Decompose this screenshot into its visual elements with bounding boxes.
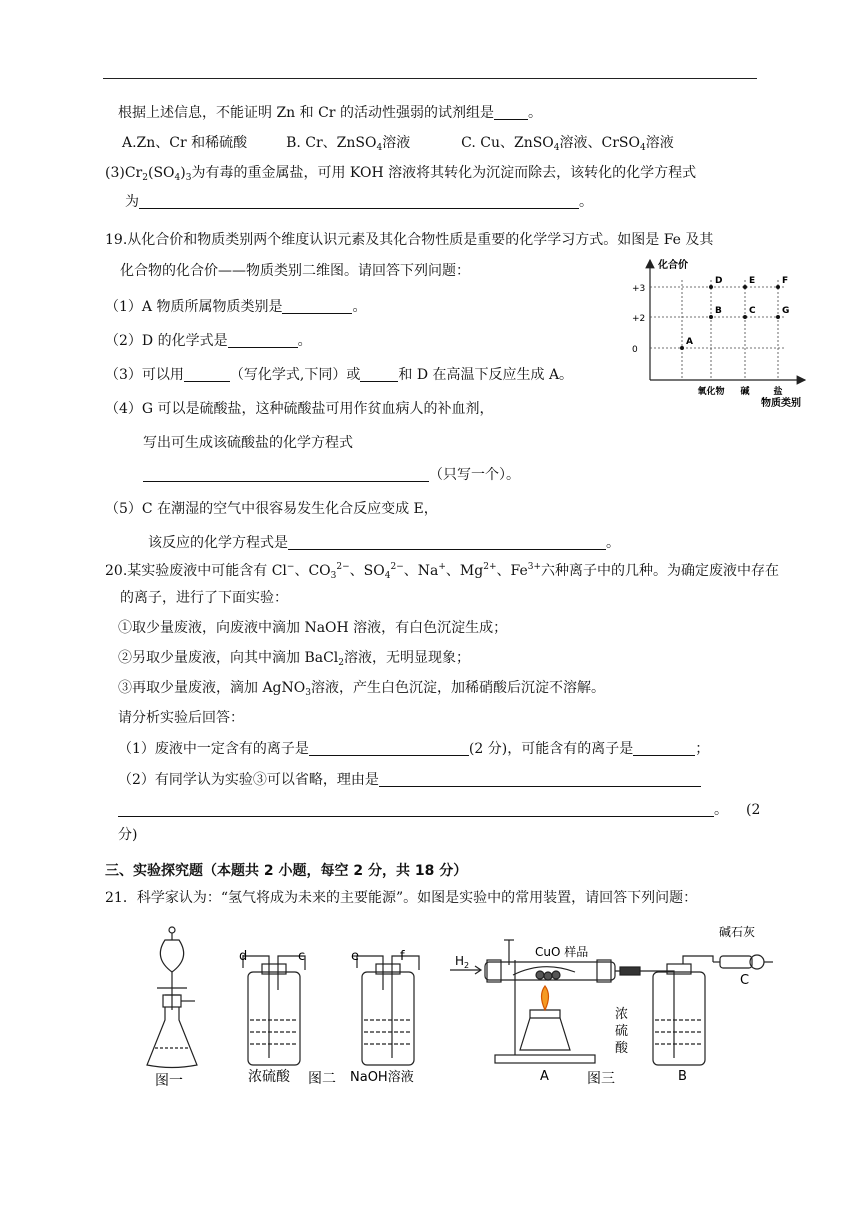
q19-sub-4: （4）G 可以是硫酸盐，这种硫酸盐可用作贫血病人的补血剂， xyxy=(105,401,494,417)
point-G xyxy=(776,315,780,319)
q19-sub-1: （1）A 物质所属物质类别是 。 xyxy=(105,299,367,315)
q20-intro-1: 20.某实验废液中可能含有 Cl−、$CO_3^{2-}$、$SO_4^{2-}$、Na+、$Mg^{2+}$、$Fe^{3+}$六种离子中的几种。为确定废液中存在 xyxy=(105,562,780,581)
cuo-label: CuO 样品 xyxy=(535,945,589,959)
fig2-caption: 图二 xyxy=(308,1071,336,1087)
naoh-label: NaOH溶液 xyxy=(350,1070,414,1085)
answer-blank[interactable] xyxy=(360,367,398,382)
q20-exp-1: ①取少量废液，向废液中滴加 NaOH 溶液，有白色沉淀生成； xyxy=(118,620,508,636)
x-axis-label: 物质类别 xyxy=(761,398,801,409)
point-E xyxy=(743,285,747,289)
apparatus-figure xyxy=(135,920,775,1095)
q19-sub-5-answer: 该反应的化学方程式是 。 xyxy=(148,535,620,551)
label-f: f xyxy=(400,949,405,964)
label-c: c xyxy=(298,949,306,964)
q18-part3-answer-line: 为 。 xyxy=(125,194,593,210)
point-label-F: F xyxy=(782,276,789,286)
q20-answer-2: （2）有同学认为实验③可以省略，理由是 xyxy=(118,771,701,789)
point-D xyxy=(709,285,713,289)
option-b: B. Cr、ZnSO$_4$溶液 xyxy=(286,135,411,153)
q20-exp-2: ②另取少量废液，向其中滴加 BaCl$_2$溶液，无明显现象； xyxy=(118,650,471,668)
answer-blank[interactable] xyxy=(309,741,469,756)
x-tick-label: 氧化物 xyxy=(697,387,725,397)
y-axis-label: 化合价 xyxy=(658,260,688,271)
fig3-caption: 图三 xyxy=(587,1071,615,1087)
answer-blank[interactable] xyxy=(633,741,695,756)
y-tick-label: 0 xyxy=(632,345,638,355)
fig1-funnel-flask xyxy=(147,927,197,1068)
q18-question-line: 根据上述信息，不能证明 Zn 和 Cr 的活动性强弱的试剂组是 。 xyxy=(118,105,542,121)
fig1-caption: 图一 xyxy=(155,1073,183,1089)
label-A: A xyxy=(540,1069,549,1084)
point-A xyxy=(680,346,684,350)
x-tick-label: 盐 xyxy=(773,387,783,397)
point-F xyxy=(776,285,780,289)
q19-sub-4-answer: （只写一个）。 xyxy=(143,466,520,484)
option-c: C. Cu、ZnSO$_4$溶液、CrSO$_4$溶液 xyxy=(461,135,674,153)
y-tick-label: +2 xyxy=(632,314,646,324)
q19-intro-2: 化合物的化合价——物质类别二维图。请回答下列问题： xyxy=(120,263,470,279)
fig3-reduction-apparatus xyxy=(450,940,773,1065)
q20-score-tail: 分) xyxy=(118,827,138,843)
top-rule xyxy=(103,78,757,79)
answer-blank[interactable] xyxy=(143,467,429,482)
conc-v1: 浓 xyxy=(615,1007,629,1022)
answer-blank[interactable] xyxy=(494,105,528,120)
q18-part3: $(3)Cr_2(SO_4)_3$为有毒的重金属盐，可用 KOH 溶液将其转化为沉淀而除去，该转化的化学方程式 xyxy=(105,165,697,183)
point-label-G: G xyxy=(782,306,790,316)
point-label-C: C xyxy=(749,306,756,316)
answer-blank[interactable] xyxy=(379,772,701,787)
x-tick-label: 碱 xyxy=(740,387,750,397)
valence-category-chart xyxy=(625,255,815,415)
answer-blank[interactable] xyxy=(288,535,606,550)
answer-blank[interactable] xyxy=(139,194,579,209)
h2-label: $H_2$ xyxy=(455,954,470,970)
point-label-B: B xyxy=(715,306,722,316)
point-label-A: A xyxy=(686,337,693,347)
label-C: C xyxy=(740,973,750,988)
q19-sub-5: （5）C 在潮湿的空气中很容易发生化合反应变成 E， xyxy=(105,501,438,517)
conc-acid-label: 浓硫酸 xyxy=(248,1069,290,1085)
conc-v3: 酸 xyxy=(615,1041,629,1056)
point-label-D: D xyxy=(715,276,723,286)
q21-intro: 21．科学家认为：“氢气将成为未来的主要能源”。如图是实验中的常用装置，请回答下列问题： xyxy=(105,890,698,906)
q19-sub-4-b: 写出可生成该硫酸盐的化学方程式 xyxy=(143,435,353,451)
point-label-E: E xyxy=(749,276,756,286)
q19-intro-1: 19.从化合价和物质类别两个维度认识元素及其化合物性质是重要的化学学习方式。如图是 Fe 及其 xyxy=(105,232,714,248)
q19-sub-3: （3）可以用 （写化学式,下同）或 和 D 在高温下反应生成 A。 xyxy=(105,367,574,383)
sodalime-label: 碱石灰 xyxy=(719,925,756,939)
q20-intro-2: 的离子，进行了下面实验： xyxy=(120,590,288,606)
q20-answer-2-cont: 。 (2 xyxy=(118,801,760,819)
answer-blank[interactable] xyxy=(282,299,352,314)
q18-options xyxy=(122,134,674,157)
fig2-wash-bottle xyxy=(243,955,305,1065)
q20-answer-1: （1）废液中一定含有的离子是 (2 分)，可能含有的离子是 ； xyxy=(118,741,710,757)
fig2-naoh-bottle xyxy=(357,956,419,1065)
point-C xyxy=(743,315,747,319)
q20-ask: 请分析实验后回答： xyxy=(118,710,244,726)
answer-blank[interactable] xyxy=(228,333,298,348)
q19-sub-2: （2）D 的化学式是 。 xyxy=(105,333,312,349)
option-a: A.Zn、Cr 和稀硫酸 xyxy=(122,135,248,151)
label-B: B xyxy=(678,1069,687,1084)
section-heading: 三、实验探究题（本题共 2 小题，每空 2 分，共 18 分） xyxy=(105,863,468,879)
y-tick-label: +3 xyxy=(632,284,646,294)
conc-v2: 硫 xyxy=(615,1024,629,1039)
label-d: d xyxy=(239,949,248,964)
point-B xyxy=(709,315,713,319)
label-e: e xyxy=(351,949,359,964)
answer-blank[interactable] xyxy=(184,367,230,382)
q20-exp-3: ③再取少量废液，滴加 AgNO$_3$溶液，产生白色沉淀，加稀硝酸后沉淀不溶解。 xyxy=(118,680,605,698)
answer-blank[interactable] xyxy=(118,802,714,817)
